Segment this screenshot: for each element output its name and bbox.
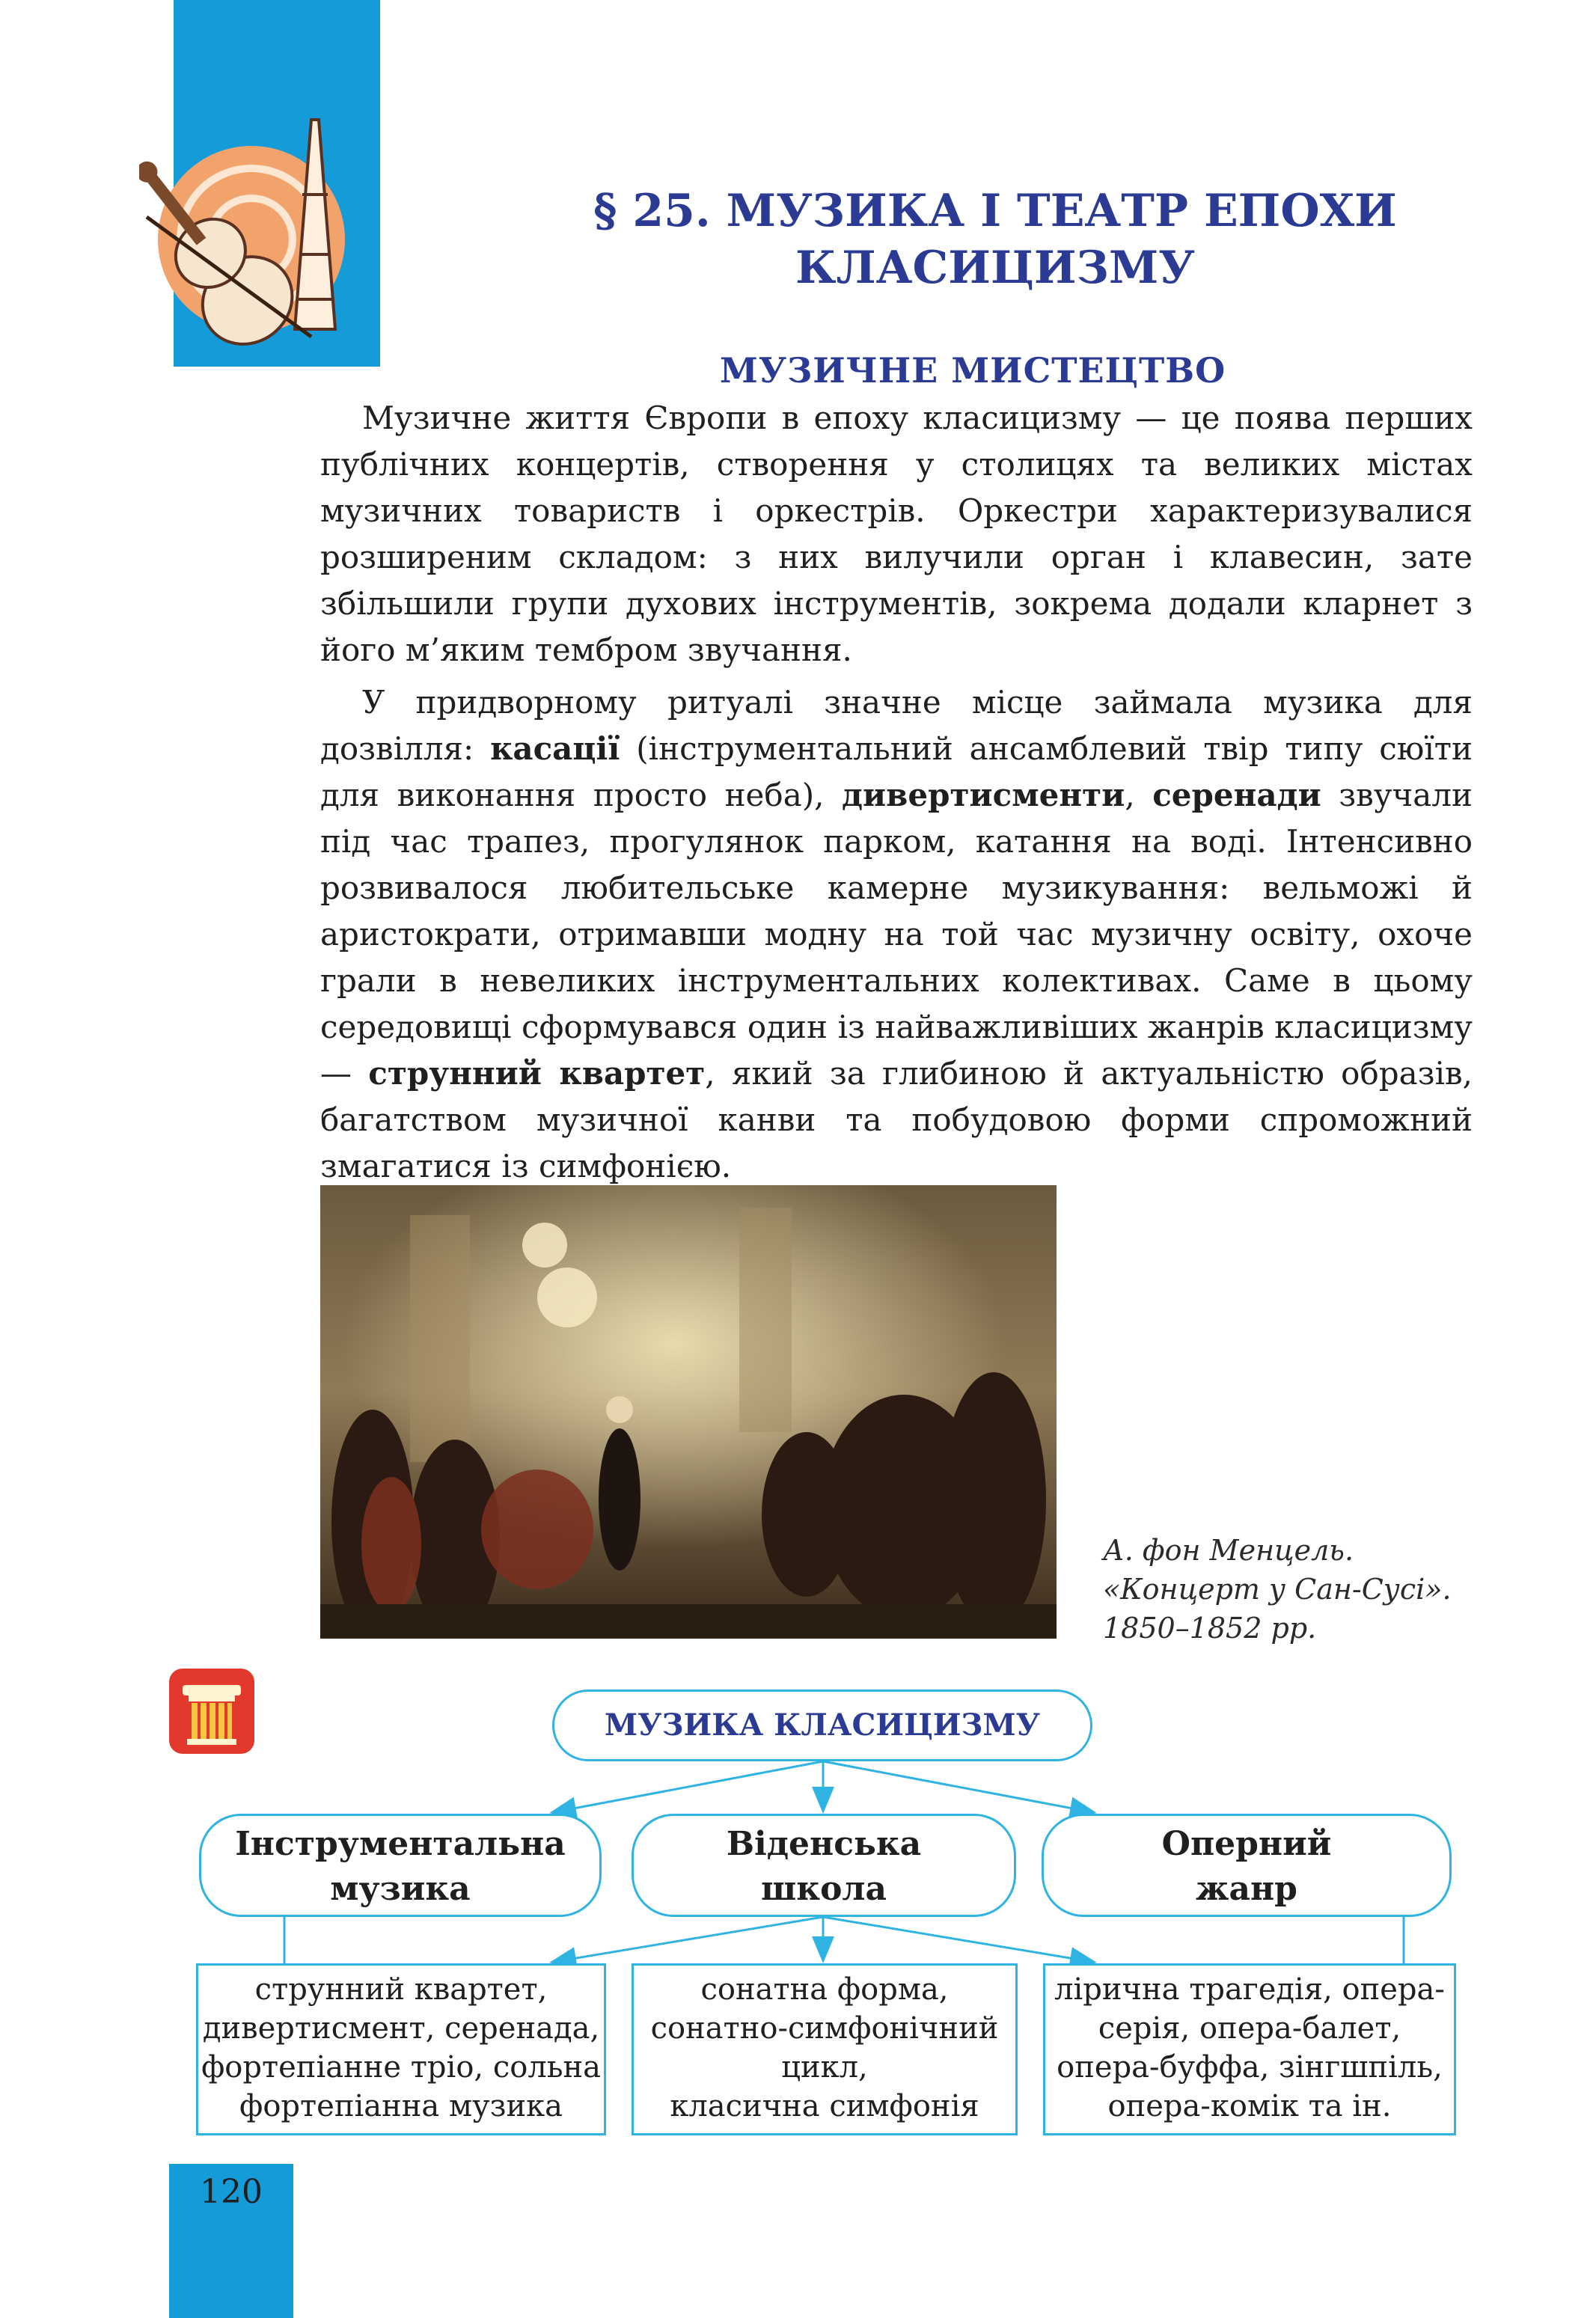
branch-title-line-2: жанр: [1196, 1870, 1297, 1908]
paragraph-2-text: У придворному ритуалі значне місце займала музика для дозвілля:: [320, 684, 1473, 767]
branch-viennese-items: [632, 1963, 1018, 2135]
painting-concert-sanssouci: [320, 1185, 1057, 1639]
paragraph-1: Музичне життя Європи в епоху класицизму — це поява перших публічних концертів, створення у столицях та великих містах музичних товариств і оркестрів. Оркестри характеризувалися розширеним складом: з них вилучили орган і клавесин, зате збільшили групи духових інструментів, зокрема додали кларнет з його м’яким тембром звучання.: [320, 400, 1473, 668]
paragraph-2-text: (інструментальний ансамблевий твір типу сюїти для виконання просто неба),: [320, 730, 1473, 813]
classicism-pillar-badge: [169, 1669, 254, 1754]
branch-title-line-1: Інструментальна: [235, 1825, 566, 1863]
list-item: опера-буффа, зінгшпіль,: [1057, 2050, 1443, 2085]
list-item: струнний квартет,: [254, 1972, 548, 2007]
paragraph-2: [320, 679, 1473, 1190]
branch-instrumental-items: [196, 1963, 606, 2135]
paragraph-2-text: , який за глибиною й актуальністю образів, багатством музичної канви та побудовою форми спроможний змагатися із симфонією.: [320, 1055, 1473, 1184]
term-divertimento: дивертисменти: [842, 777, 1125, 813]
violin-and-tower-emblem-icon: [139, 105, 386, 374]
list-item: дивертисмент, серенада,: [202, 2011, 600, 2046]
paragraph-1-block: [320, 395, 1473, 673]
branch-title-line-1: Віденська: [726, 1825, 922, 1863]
list-item: цикл,: [781, 2050, 868, 2085]
branch-instrumental-music: [199, 1814, 602, 1917]
list-item: сонатна форма,: [700, 1972, 949, 2007]
caption-date: 1850–1852 рр.: [1103, 1612, 1317, 1645]
list-item: фортепіанне тріо, сольна: [201, 2050, 602, 2085]
paragraph-2-text: звучали під час трапез, прогулянок парком, катання на воді. Інтенсивно розвивалося любительське камерне музикування: вельможі й аристократи, отримавши модну на той час музичну освіту, охоче грали в невеликих інструментальних колективах. Саме в цьому середовищі сформувався один із найважливіших жанрів класицизму —: [320, 777, 1473, 1092]
chapter-title: [509, 183, 1482, 296]
list-item: серія, опера-балет,: [1098, 2011, 1401, 2046]
term-cassation: касації: [490, 730, 620, 767]
diagram-root-node: МУЗИКА КЛАСИЦИЗМУ: [552, 1689, 1092, 1761]
branch-opera-genre: [1042, 1814, 1452, 1917]
painting-caption: [1103, 1531, 1492, 1648]
list-item: фортепіанна музика: [239, 2089, 563, 2123]
list-item: опера-комік та ін.: [1107, 2089, 1392, 2123]
branch-opera-items: [1043, 1963, 1456, 2135]
term-string-quartet: струнний квартет: [368, 1055, 706, 1092]
caption-author: А. фон Менцель.: [1103, 1534, 1354, 1567]
page-number: 120: [200, 2173, 263, 2211]
branch-title-line-2: школа: [761, 1870, 887, 1908]
section-title: МУЗИЧНЕ МИСТЕЦТВО: [719, 350, 1226, 391]
paragraph-2-text: ,: [1125, 777, 1153, 813]
caption-title: «Концерт у Сан-Сусі».: [1103, 1573, 1452, 1606]
branch-title-line-2: музика: [330, 1870, 471, 1908]
branch-title-line-1: Оперний: [1161, 1825, 1332, 1863]
list-item: лірична трагедія, опера-: [1054, 1972, 1445, 2007]
paragraph-2-block: [320, 679, 1473, 1190]
list-item: сонатно-симфонічний: [650, 2011, 999, 2046]
list-item: класична симфонія: [670, 2089, 979, 2123]
chapter-title-line-1: § 25. МУЗИКА І ТЕАТР ЕПОХИ: [593, 185, 1397, 237]
term-serenade: серенади: [1152, 777, 1321, 813]
column-icon: [169, 1669, 254, 1754]
chapter-title-line-2: КЛАСИЦИЗМУ: [795, 242, 1195, 294]
branch-viennese-school: [632, 1814, 1016, 1917]
